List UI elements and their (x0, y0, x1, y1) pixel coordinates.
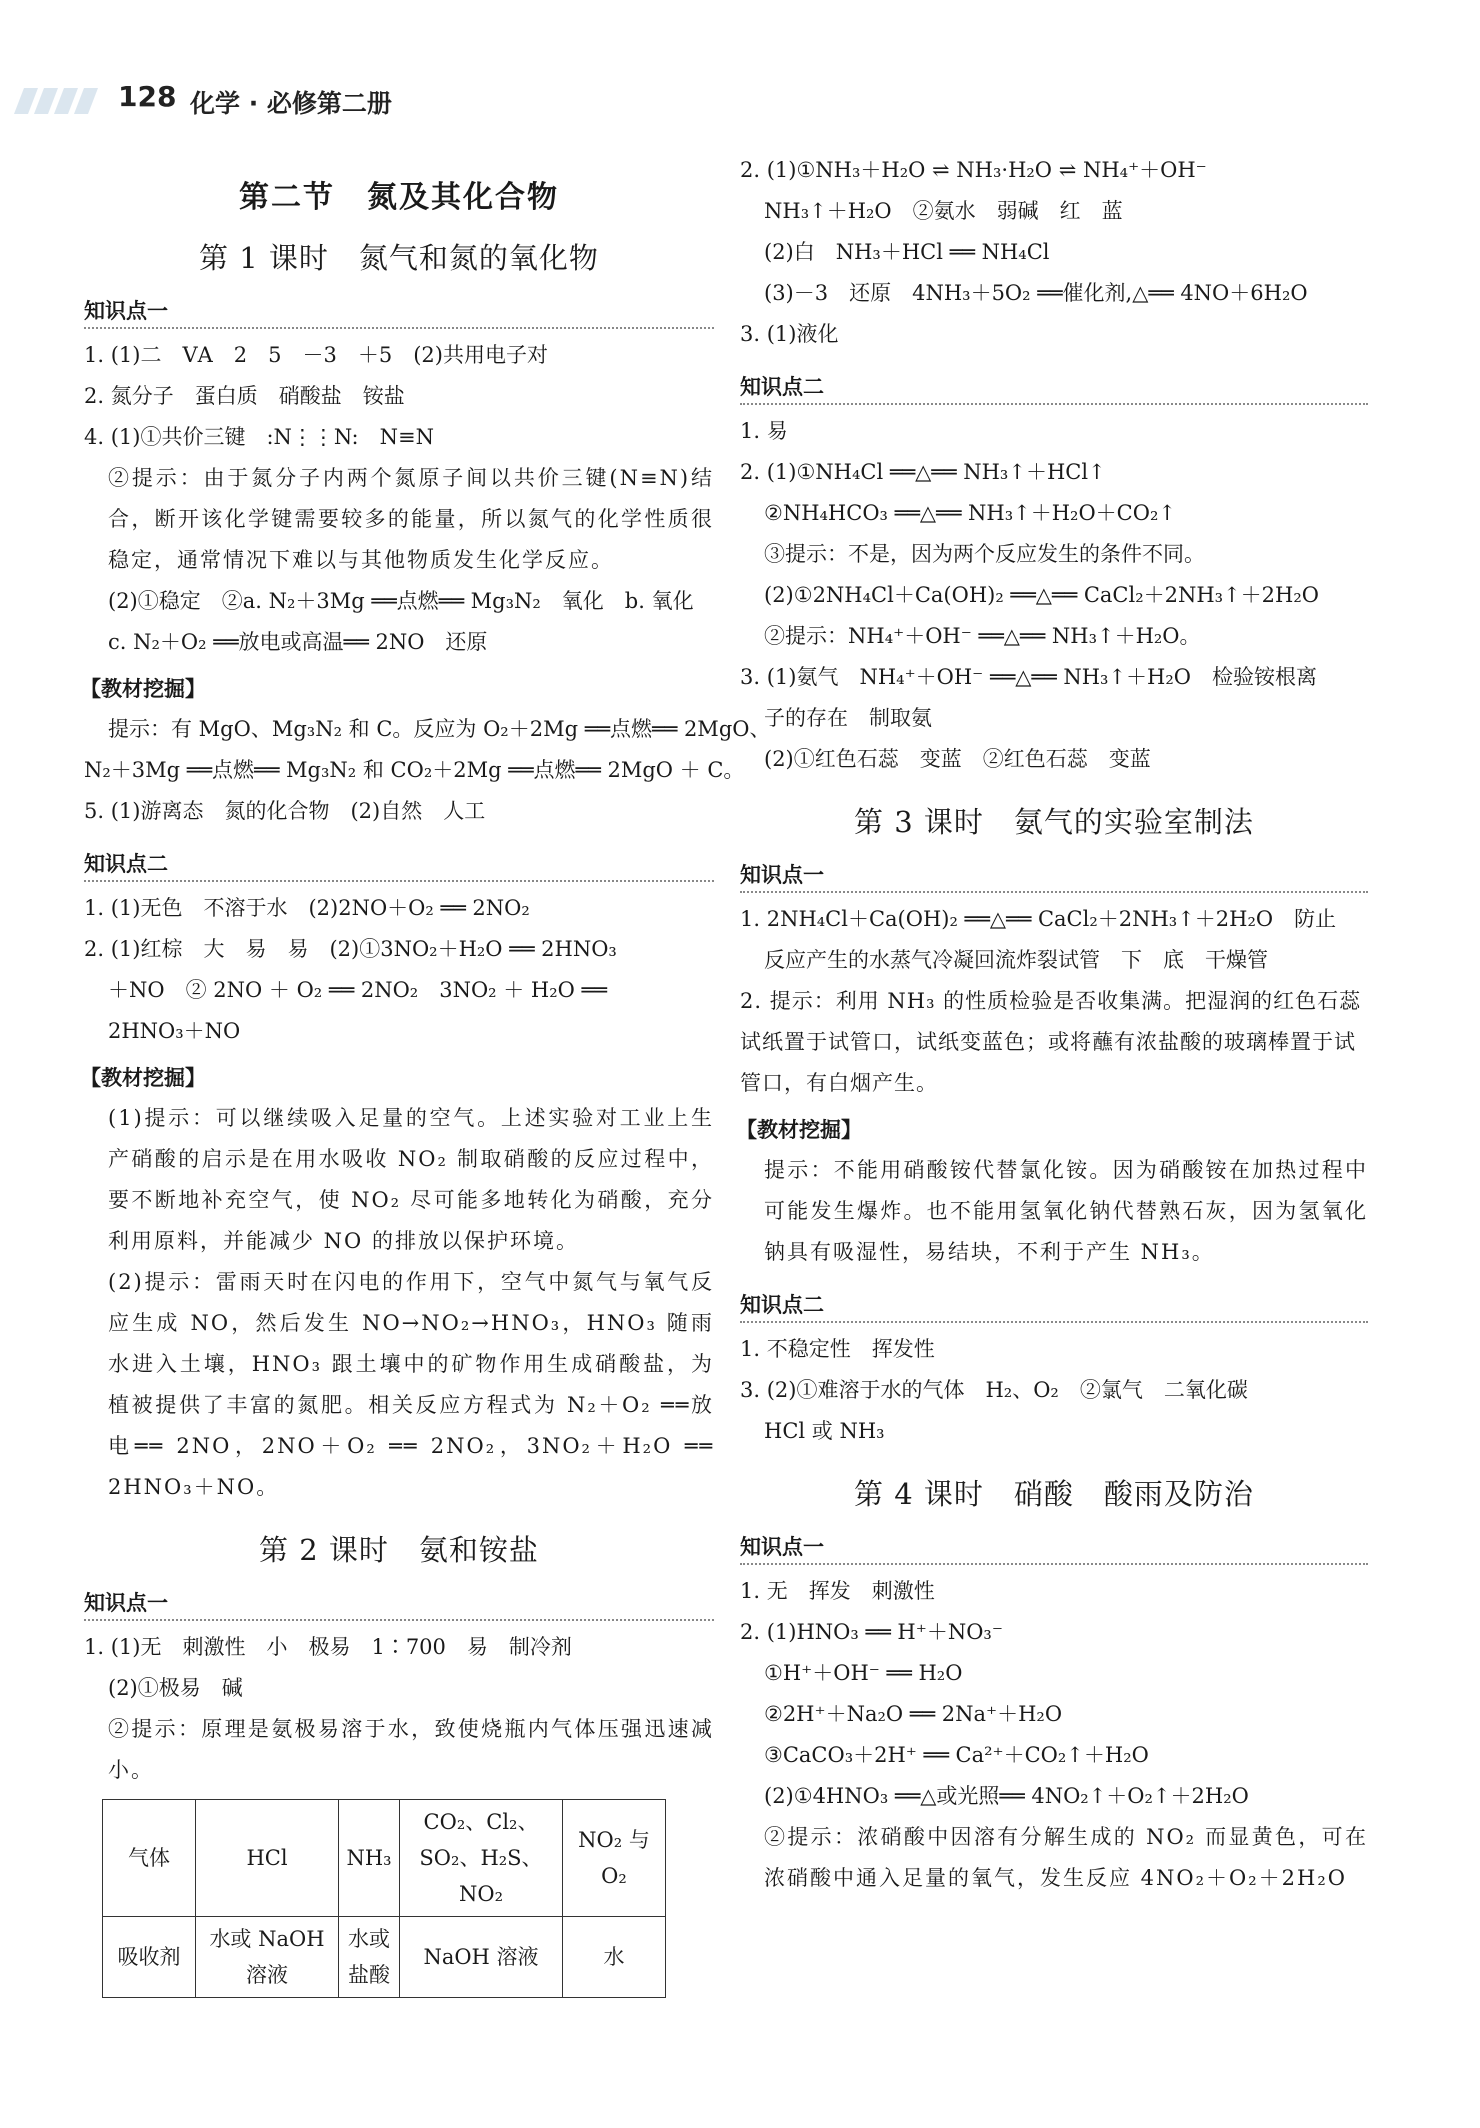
answer-line: 3. (2)①难溶于水的气体 H₂、O₂ ②氯气 二氧化碳 (740, 1378, 1248, 1402)
answer-line: 2. (1)①NH₄Cl ══△══ NH₃↑＋HCl↑ (740, 460, 1106, 484)
answer-line: 1. (1)无 刺激性 小 极易 1∶700 易 制冷剂 (84, 1635, 572, 1659)
answer-line: 子的存在 制取氨 (764, 706, 932, 730)
lesson-1-title: 第 1 课时 氮气和氮的氧化物 (199, 241, 599, 275)
hint-line: N₂＋3Mg ══点燃══ Mg₃N₂ 和 CO₂＋2Mg ══点燃══ 2MgO ＋ C。 (84, 758, 745, 782)
answer-line: 2. (1)HNO₃ ══ H⁺＋NO₃⁻ (740, 1620, 1003, 1644)
answer-line: (2)①稳定 ②a. N₂＋3Mg ══点燃══ Mg₃N₂ 氧化 b. 氧化 (108, 589, 694, 613)
knowledge-point-heading: 知识点一 (740, 1525, 1368, 1565)
answer-line: (2)①2NH₄Cl＋Ca(OH)₂ ══△══ CaCl₂＋2NH₃↑＋2H₂O (764, 583, 1319, 607)
answer-line: 1. 2NH₄Cl＋Ca(OH)₂ ══△══ CaCl₂＋2NH₃↑＋2H₂O 防止 (740, 907, 1337, 931)
answer-line: 2. 氮分子 蛋白质 硝酸盐 铵盐 (84, 384, 405, 408)
knowledge-point-heading: 知识点二 (84, 842, 714, 882)
knowledge-point-heading: 知识点二 (740, 1283, 1368, 1323)
hint-paragraph: ②提示：由于氮分子内两个氮原子间以共价三键(N≡N)结合，断开该化学键需要较多的能量，所以氮气的化学性质很稳定，通常情况下难以与其他物质发生化学反应。 (108, 466, 714, 572)
answer-line: ③提示：不是，因为两个反应发生的条件不同。 (764, 542, 1205, 566)
textbook-mining-heading: 【教材挖掘】 (80, 677, 206, 701)
table-cell: 吸收剂 (103, 1917, 196, 1998)
textbook-mining-heading: 【教材挖掘】 (80, 1066, 206, 1090)
textbook-mining-heading: 【教材挖掘】 (736, 1118, 862, 1142)
answer-line: (2)白 NH₃＋HCl ══ NH₄Cl (764, 240, 1050, 264)
answer-line: 5. (1)游离态 氮的化合物 (2)自然 人工 (84, 799, 486, 823)
answer-line: (2)①红色石蕊 变蓝 ②红色石蕊 变蓝 (764, 747, 1151, 771)
page-number: 128 (118, 80, 177, 113)
answer-line: (2)①4HNO₃ ══△或光照══ 4NO₂↑＋O₂↑＋2H₂O (764, 1784, 1249, 1808)
answer-line: ③CaCO₃＋2H⁺ ══ Ca²⁺＋CO₂↑＋H₂O (764, 1743, 1149, 1767)
lesson-4-title: 第 4 课时 硝酸 酸雨及防治 (854, 1477, 1254, 1511)
section-title: 第二节 氮及其化合物 (239, 180, 559, 215)
table-cell: CO₂、Cl₂、SO₂、H₂S、NO₂ (400, 1800, 563, 1917)
answer-line: 4. (1)①共价三键 :N⋮⋮N: N≡N (84, 425, 434, 449)
table-row (103, 1917, 666, 1998)
knowledge-point-heading: 知识点一 (740, 853, 1368, 893)
answer-line: 1. 无 挥发 刺激性 (740, 1579, 935, 1603)
hint-paragraph: (1)提示：可以继续吸入足量的空气。上述实验对工业上生产硝酸的启示是在用水吸收 NO₂ 制取硝酸的反应过程中，要不断地补充空气，使 NO₂ 尽可能多地转化为硝酸，充分利用原料，并能减少 NO 的排放以保护环境。 (108, 1106, 714, 1253)
table-cell: NH₃ (339, 1800, 400, 1917)
right-column (736, 150, 1368, 1899)
answer-line: (2)①极易 碱 (108, 1676, 243, 1700)
answer-line: 1. (1)二 ⅤA 2 5 －3 ＋5 (2)共用电子对 (84, 343, 548, 367)
table-cell: 水或盐酸 (339, 1917, 400, 1998)
hint-paragraph: ②提示：原理是氨极易溶于水，致使烧瓶内气体压强迅速减小。 (108, 1717, 714, 1782)
knowledge-point-heading: 知识点一 (84, 289, 714, 329)
answer-line: ②2H⁺＋Na₂O ══ 2Na⁺＋H₂O (764, 1702, 1063, 1726)
answer-line: ①H⁺＋OH⁻ ══ H₂O (764, 1661, 963, 1685)
answer-line: 1. 易 (740, 419, 788, 443)
table-cell: NO₂ 与 O₂ (563, 1800, 666, 1917)
table-row (103, 1800, 666, 1917)
answer-line: ②NH₄HCO₃ ══△══ NH₃↑＋H₂O＋CO₂↑ (764, 501, 1176, 525)
header-stripe-decoration (14, 88, 109, 114)
answer-line: (3)－3 还原 4NH₃＋5O₂ ══催化剂,△══ 4NO＋6H₂O (764, 281, 1308, 305)
answer-line: c. N₂＋O₂ ══放电或高温══ 2NO 还原 (108, 630, 488, 654)
answer-line: ＋NO ② 2NO ＋ O₂ ══ 2NO₂ 3NO₂ ＋ H₂O ══ (108, 978, 607, 1002)
answer-line: 2HNO₃＋NO (108, 1019, 241, 1043)
answer-line: ②提示：NH₄⁺＋OH⁻ ══△══ NH₃↑＋H₂O。 (764, 624, 1201, 648)
answer-line: 2. (1)①NH₃＋H₂O ⇌ NH₃·H₂O ⇌ NH₄⁺＋OH⁻ (740, 158, 1207, 182)
table-cell: HCl (196, 1800, 339, 1917)
table-cell: 水 (563, 1917, 666, 1998)
hint-paragraph: 2. 提示：利用 NH₃ 的性质检验是否收集满。把湿润的红色石蕊试纸置于试管口，试纸变蓝色；或将蘸有浓盐酸的玻璃棒置于试管口，有白烟产生。 (740, 989, 1362, 1095)
hint-line: 提示：有 MgO、Mg₃N₂ 和 C。反应为 O₂＋2Mg ══点燃══ 2MgO、 (108, 717, 771, 741)
gas-absorbent-table (102, 1799, 666, 1998)
hint-paragraph: ②提示：浓硝酸中因溶有分解生成的 NO₂ 而显黄色，可在浓硝酸中通入足量的氧气，发生反应 4NO₂＋O₂＋2H₂O (764, 1825, 1368, 1890)
answer-line: 2. (1)红棕 大 易 易 (2)①3NO₂＋H₂O ══ 2HNO₃ (84, 937, 617, 961)
hint-paragraph: (2)提示：雷雨天时在闪电的作用下，空气中氮气与氧气反应生成 NO，然后发生 NO→NO₂→HNO₃，HNO₃ 随雨水进入土壤，HNO₃ 跟土壤中的矿物作用生成硝酸盐，为植被提供了丰富的氮肥。相关反应方程式为 N₂＋O₂ ══放电══ 2NO，2NO＋O₂ ══ 2NO₂，3NO₂＋H₂O ══ 2HNO₃＋NO。 (108, 1270, 714, 1499)
answer-line: 反应产生的水蒸气冷凝回流炸裂试管 下 底 干燥管 (764, 948, 1268, 972)
table-cell: NaOH 溶液 (400, 1917, 563, 1998)
book-title: 化学 · 必修第二册 (190, 89, 392, 118)
answer-line: 3. (1)氨气 NH₄⁺＋OH⁻ ══△══ NH₃↑＋H₂O 检验铵根离 (740, 665, 1317, 689)
table-cell: 水或 NaOH 溶液 (196, 1917, 339, 1998)
answer-line: NH₃↑＋H₂O ②氨水 弱碱 红 蓝 (764, 199, 1123, 223)
hint-paragraph: 提示：不能用硝酸铵代替氯化铵。因为硝酸铵在加热过程中可能发生爆炸。也不能用氢氧化钠代替熟石灰，因为氢氧化钠具有吸湿性，易结块，不利于产生 NH₃。 (764, 1158, 1368, 1264)
answer-line: 1. (1)无色 不溶于水 (2)2NO＋O₂ ══ 2NO₂ (84, 896, 530, 920)
knowledge-point-heading: 知识点二 (740, 365, 1368, 405)
table-cell: 气体 (103, 1800, 196, 1917)
lesson-3-title: 第 3 课时 氨气的实验室制法 (854, 805, 1254, 839)
answer-line: 3. (1)液化 (740, 322, 839, 346)
answer-line: HCl 或 NH₃ (764, 1419, 885, 1443)
answer-line: 1. 不稳定性 挥发性 (740, 1337, 935, 1361)
knowledge-point-heading: 知识点一 (84, 1581, 714, 1621)
lesson-2-title: 第 2 课时 氨和铵盐 (259, 1533, 539, 1567)
